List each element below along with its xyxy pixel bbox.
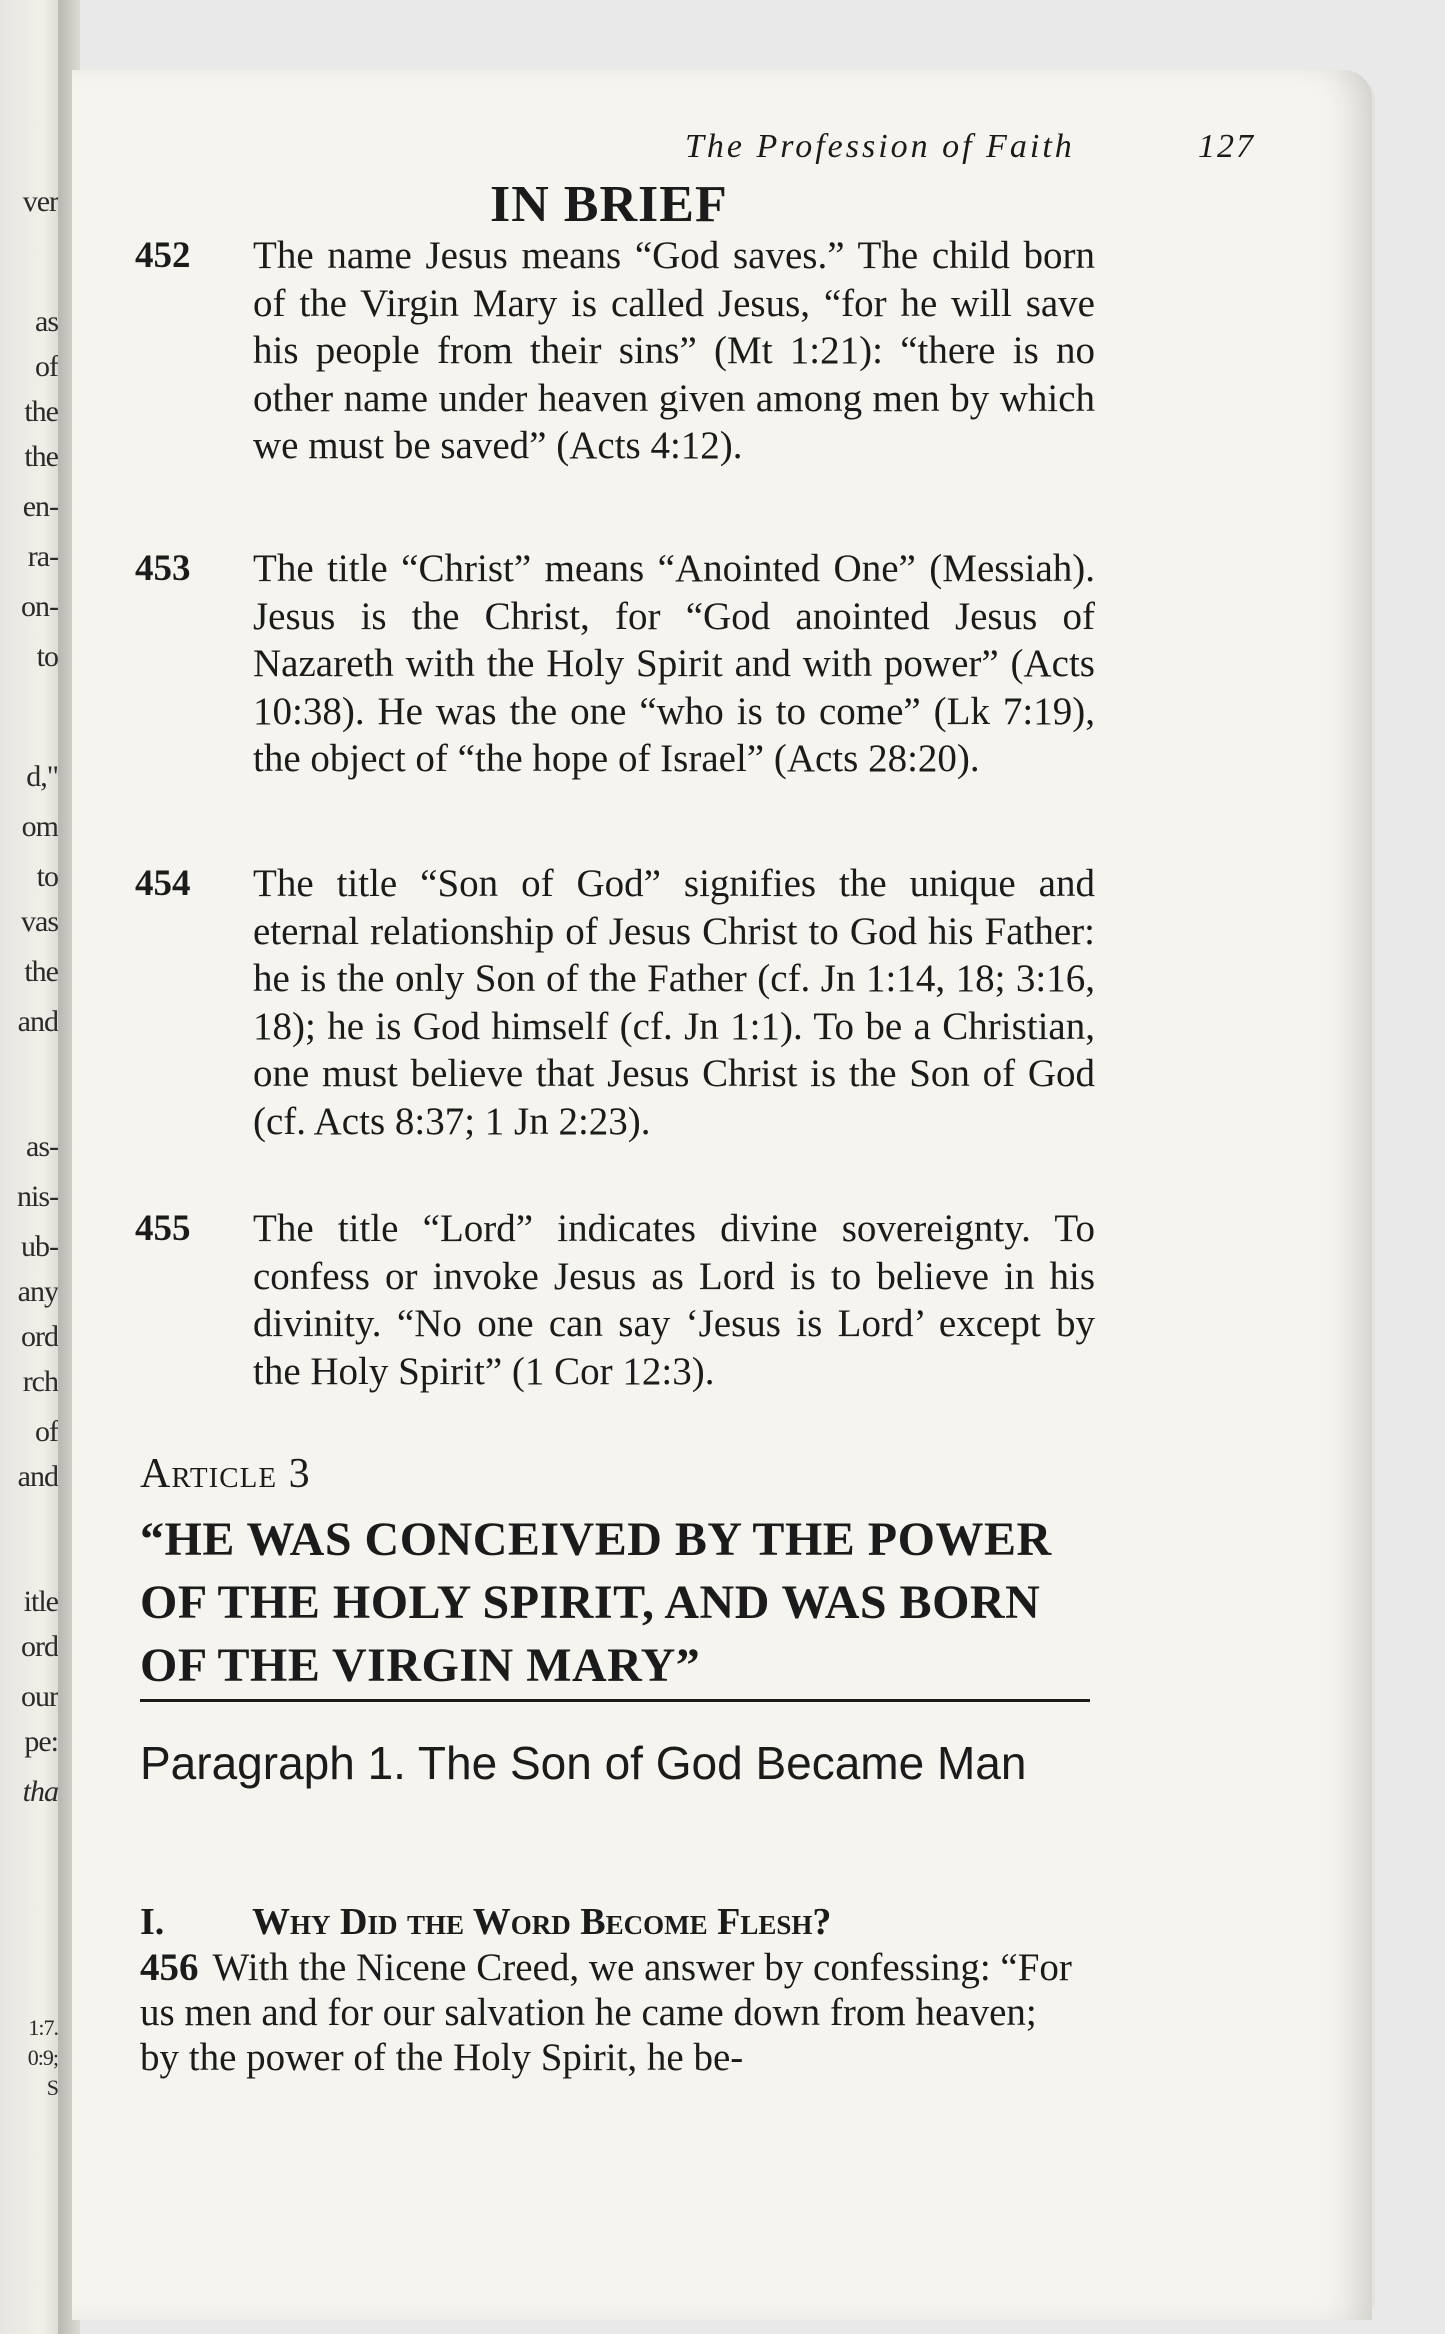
left-page-fragment: the <box>24 955 58 988</box>
left-page-fragment: en- <box>22 490 58 523</box>
left-page-fragment: as- <box>26 1130 58 1163</box>
paragraph-text: The title “Son of God” signifies the unique and eternal relationship of Jesus Christ to God his Father: he is the only Son of the Father (cf. Jn 1:14, 18; 3:16, 18); he is God himself (cf. Jn 1:1). To be a Christian, one must believe that Jesus Christ is the Son of God (cf. Acts 8:37; 1 Jn 2:23). <box>253 862 1095 1143</box>
left-page-fragment: 1:7. <box>28 2015 58 2040</box>
paragraph-title: Paragraph 1. The Son of God Became Man <box>140 1737 1027 1789</box>
article-label: Article 3 <box>140 1451 311 1497</box>
paragraph-text: The title “Lord” indicates divine sovereignty. To confess or invoke Jesus as Lord is to believe in his divinity. “No one can say ‘Jesus is Lord’ except by the Holy Spirit” (1 Cor 12:3). <box>253 1207 1095 1393</box>
left-page-fragment: nis- <box>17 1180 58 1213</box>
section-title: Why Did the Word Become Flesh? <box>252 1901 832 1943</box>
section-heading <box>140 1900 831 1944</box>
paragraph-number: 454 <box>135 863 191 904</box>
left-page-fragment: ub- <box>21 1230 58 1263</box>
left-page-fragment: d," <box>26 760 58 793</box>
left-page-fragment: rch <box>22 1365 58 1398</box>
left-page-fragment: vas <box>21 905 58 938</box>
left-page-fragment: ra- <box>27 540 58 573</box>
left-page-fragment: on- <box>21 590 58 623</box>
left-page-fragment: om <box>21 810 58 843</box>
left-page-fragment: pe: <box>24 1725 58 1758</box>
left-page-fragment: ord <box>21 1320 58 1353</box>
left-page-fragment: to <box>36 640 58 673</box>
paragraph-number: 455 <box>135 1208 191 1249</box>
section-numeral: I. <box>140 1901 165 1943</box>
page-number: 127 <box>1198 128 1255 165</box>
left-page-fragment: of <box>35 350 58 383</box>
left-page-fragment: ord <box>21 1630 58 1663</box>
left-page-edge <box>0 0 62 2334</box>
paragraph-453 <box>135 545 1095 783</box>
paragraph-text: The title “Christ” means “Anointed One” (Messiah). Jesus is the Christ, for “God anointed Jesus of Nazareth with the Holy Spirit and with power” (Acts 10:38). He was the one “who is to come” (Lk 7:19), the object of “the hope of Israel” (Acts 28:20). <box>253 547 1095 780</box>
left-page-fragment: any <box>17 1275 58 1308</box>
left-page-fragment: and <box>17 1460 58 1493</box>
left-page-fragment: 0:9; <box>27 2045 58 2070</box>
paragraph-number: 453 <box>135 548 191 589</box>
left-page-fragment: as <box>35 305 58 338</box>
paragraph-text: With the Nicene Creed, we answer by confessing: “For us men and for our salvation he came down from heaven; by the power of the Holy Spirit, he be- <box>140 1946 1072 2079</box>
paragraph-number: 456 <box>140 1946 199 1989</box>
paragraph-455 <box>135 1205 1095 1395</box>
left-page-fragment: S <box>46 2075 58 2100</box>
running-head: The Profession of Faith <box>685 128 1075 165</box>
left-page-fragment: the <box>24 395 58 428</box>
paragraph-452 <box>135 232 1095 470</box>
paragraph-454 <box>135 860 1095 1145</box>
paragraph-text: The name Jesus means “God saves.” The child born of the Virgin Mary is called Jesus, “for he will save his people from their sins” (Mt 1:21): “there is no other name under heaven given among men by which we must be saved” (Acts 4:12). <box>253 234 1095 467</box>
left-page-fragment: tha <box>22 1775 58 1808</box>
left-page-fragment: and <box>17 1005 58 1038</box>
left-page-fragment: to <box>36 860 58 893</box>
in-brief-heading: IN BRIEF <box>490 176 728 233</box>
left-page-fragment: itle <box>23 1585 58 1618</box>
paragraph-number: 452 <box>135 235 191 276</box>
left-page-fragment: the <box>24 440 58 473</box>
left-page-fragment: our <box>21 1680 58 1713</box>
paragraph-456 <box>140 1945 1085 2080</box>
left-page-fragment: of <box>35 1415 58 1448</box>
page-header <box>685 128 1285 178</box>
article-title: “HE WAS CONCEIVED BY THE POWER OF THE HOLY SPIRIT, AND WAS BORN OF THE VIRGIN MARY” <box>140 1508 1090 1702</box>
left-page-fragment: ver <box>22 185 58 218</box>
